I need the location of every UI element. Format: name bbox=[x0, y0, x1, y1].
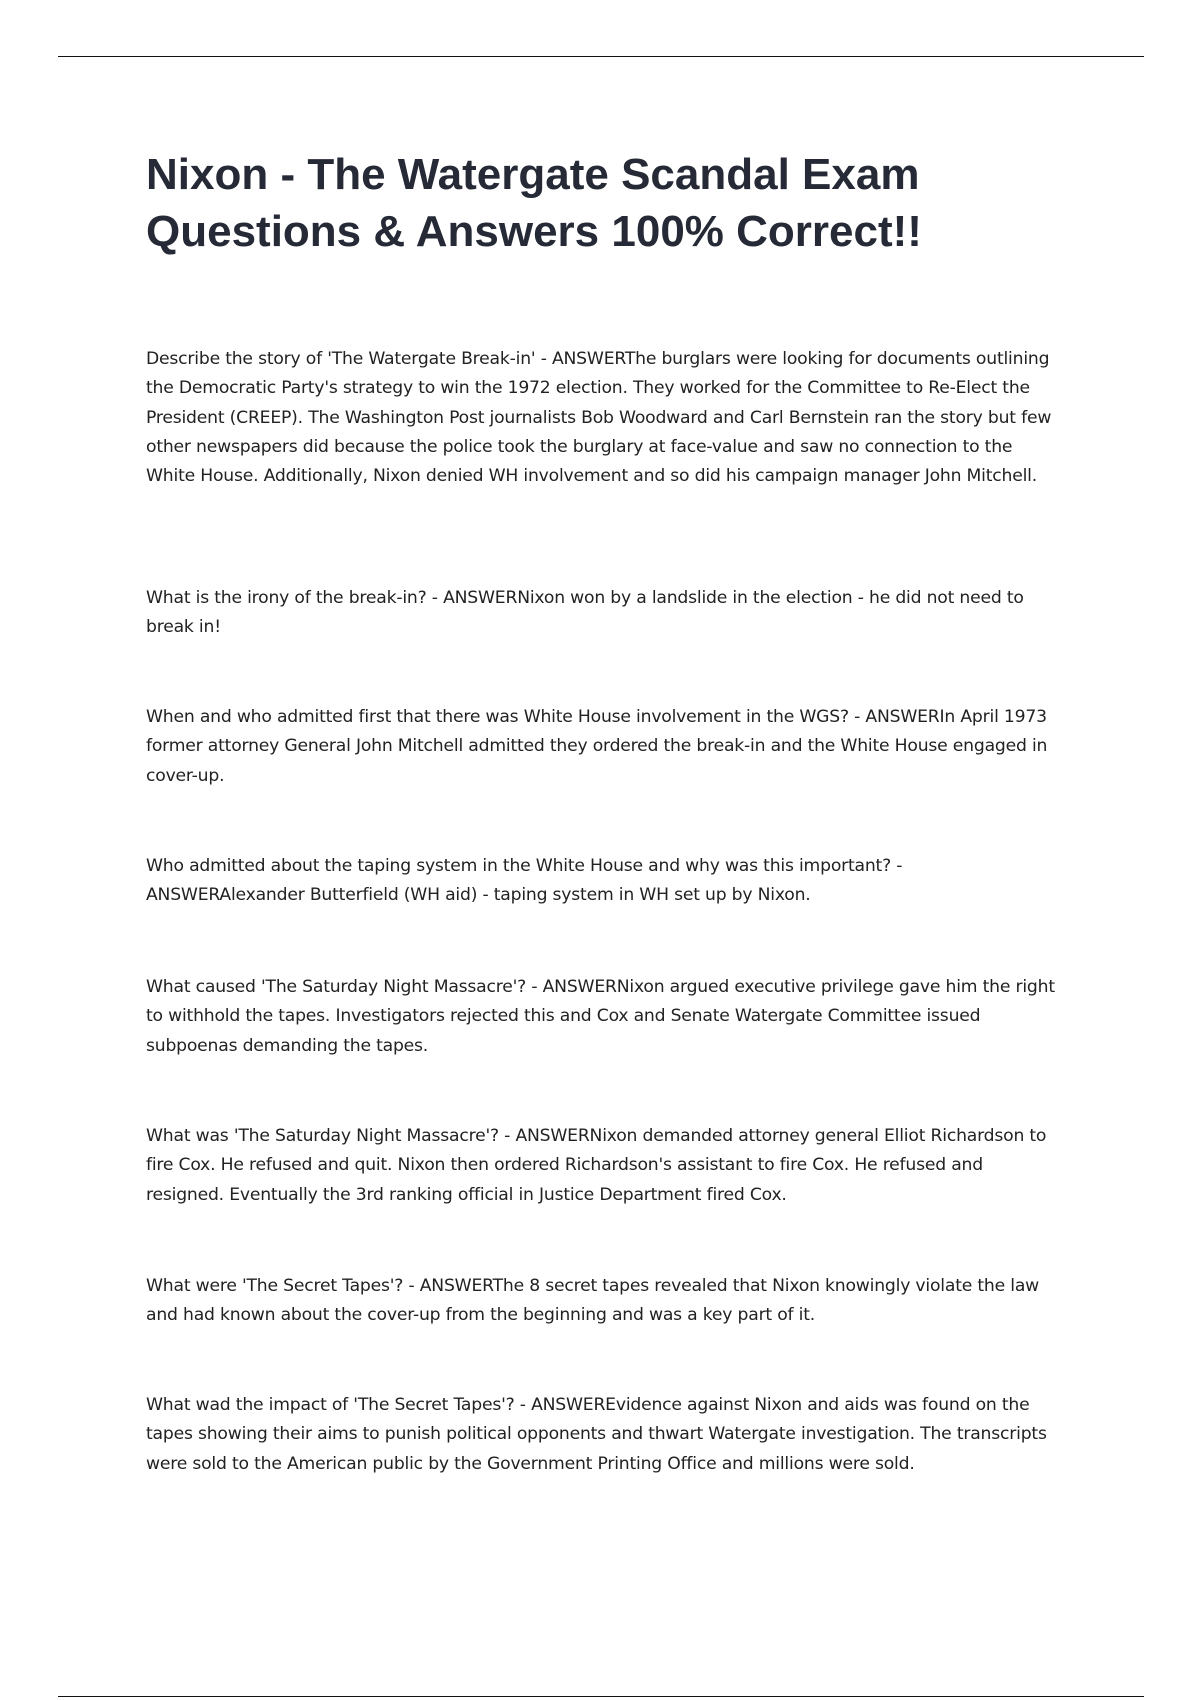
question-text: What wad the impact of 'The Secret Tapes'? - bbox=[146, 1395, 532, 1415]
qa-item-4 bbox=[146, 852, 1061, 911]
question-text: What caused 'The Saturday Night Massacre'? - bbox=[146, 977, 543, 997]
qa-item-6 bbox=[146, 1122, 1061, 1210]
qa-item-1 bbox=[146, 345, 1061, 491]
answer-text: ANSWERAlexander Butterfield (WH aid) - taping system in WH set up by Nixon. bbox=[146, 885, 811, 906]
qa-item-7 bbox=[146, 1272, 1061, 1331]
answer-text: ANSWERThe 8 secret tapes revealed that Nixon knowingly violate the law and had known about the cover-up from the beginning and was a key part of it. bbox=[146, 1276, 1040, 1326]
question-text: What is the irony of the break-in? - bbox=[146, 588, 444, 608]
bottom-rule bbox=[58, 1696, 1144, 1697]
question-text: When and who admitted first that there was White House involvement in the WGS? - bbox=[146, 707, 866, 727]
answer-text: ANSWERNixon demanded attorney general Elliot Richardson to fire Cox. He refused and quit. Nixon then ordered Richardson's assistant to fire Cox. He refused and resigned. Eventually the 3rd ranking official in Justice Department fired Cox. bbox=[146, 1126, 1047, 1205]
top-rule bbox=[58, 56, 1144, 57]
document-title: Nixon - The Watergate Scandal Exam Questions & Answers 100% Correct!! bbox=[146, 150, 922, 256]
question-text: Describe the story of 'The Watergate Break-in' - bbox=[146, 349, 552, 369]
question-text: What were 'The Secret Tapes'? - bbox=[146, 1276, 420, 1296]
answer-text: ANSWERNixon argued executive privilege gave him the right to withhold the tapes. Investigators rejected this and Cox and Senate Watergate Committee issued subpoenas demanding the tapes. bbox=[146, 977, 1055, 1056]
qa-item-2 bbox=[146, 584, 1061, 643]
answer-text: ANSWEREvidence against Nixon and aids was found on the tapes showing their aims to punish political opponents and thwart Watergate investigation. The transcripts were sold to the American public by the Government Printing Office and millions were sold. bbox=[146, 1395, 1047, 1474]
qa-item-3 bbox=[146, 703, 1061, 791]
question-text: Who admitted about the taping system in the White House and why was this important? - bbox=[146, 856, 903, 876]
answer-text: ANSWERThe burglars were looking for documents outlining the Democratic Party's strategy to win the 1972 election. They worked for the Committee to Re-Elect the President (CREEP). The Washington Post journalists Bob Woodward and Carl Bernstein ran the story but few other newspapers did because the police took the burglary at face-value and saw no connection to the White House. Additionally, Nixon denied WH involvement and so did his campaign manager John Mitchell. bbox=[146, 349, 1052, 487]
question-text: What was 'The Saturday Night Massacre'? - bbox=[146, 1126, 516, 1146]
answer-text: ANSWERNixon won by a landslide in the election - he did not need to break in! bbox=[146, 588, 1024, 638]
qa-item-8 bbox=[146, 1391, 1061, 1479]
answer-text: ANSWERIn April 1973 former attorney General John Mitchell admitted they ordered the break-in and the White House engaged in cover-up. bbox=[146, 707, 1048, 786]
qa-item-5 bbox=[146, 973, 1061, 1061]
